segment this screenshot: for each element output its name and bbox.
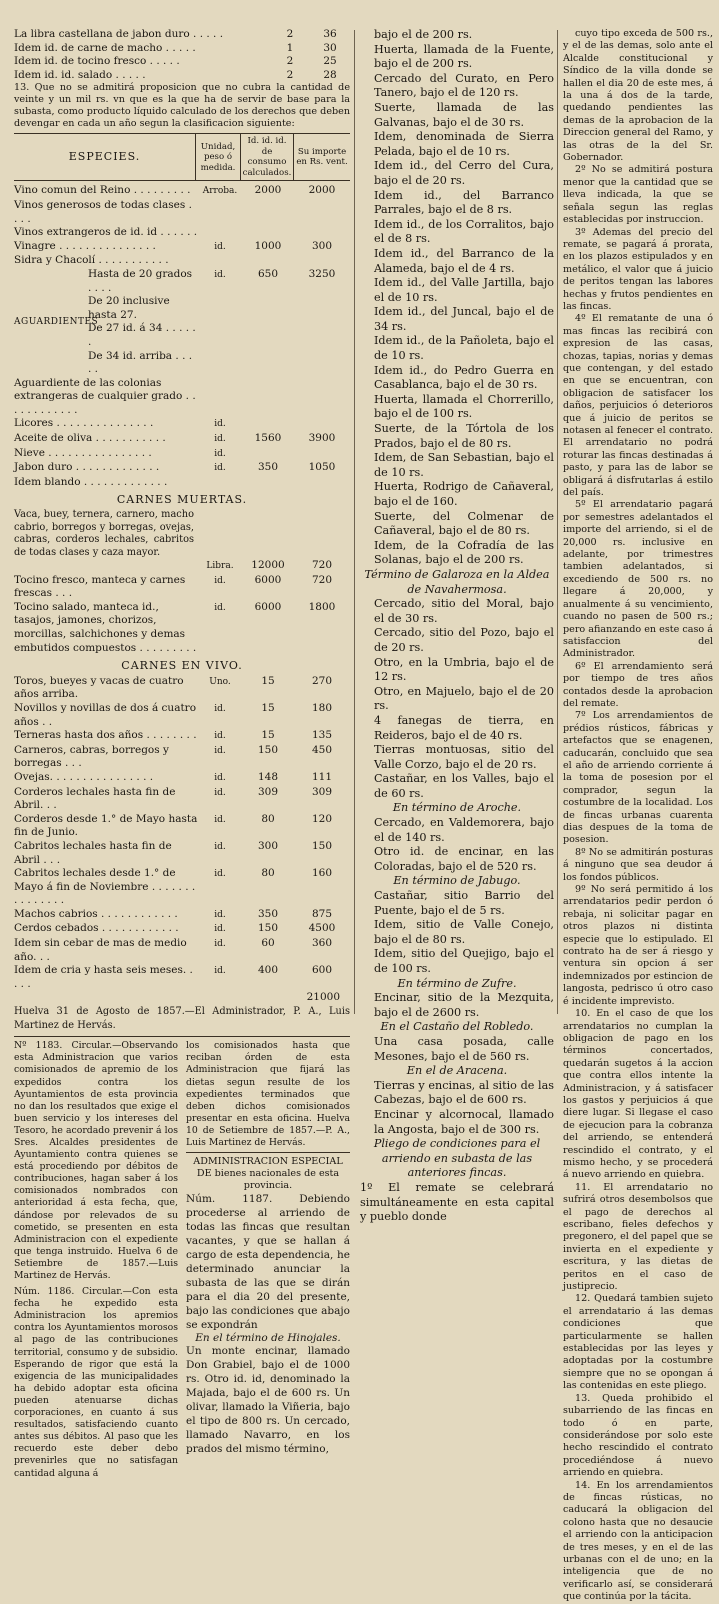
header-species: ESPECIES. (68, 150, 141, 164)
row-name: De 34 id. arriba . . . . . (88, 349, 193, 376)
row-name: Carneros, cabras, borregos y borregas . . . (14, 743, 169, 770)
condition-paragraph: 4º El rematante de una ó mas fincas las recibirá con expresion de las casas, chozas, tapias, norias y demas que contengan, y del estado en que se encuentran, con obligacion de satisfacer los daños, perjuicios ó deterioros que á juicio de peritos se notasen al fenecer el contrato. El arrendatario no podrá roturar las fincas destinadas á pasto, y para las de labor se obligará á disfrutarlas á estilo del país. (563, 313, 713, 499)
table-row (14, 786, 350, 813)
row-unit: id. (214, 939, 226, 950)
table-row (14, 476, 350, 490)
table-row (14, 813, 350, 840)
row-importe: 2000 (308, 184, 336, 197)
list-item: Encinar, sitio de la Mezquita, bajo el de 2600 rs. (374, 991, 554, 1019)
row-unit: id. (214, 448, 226, 459)
table-row (14, 432, 350, 447)
column-divider-1 (354, 30, 355, 1014)
row-consumo: 12000 (251, 559, 285, 572)
column-left (14, 28, 350, 1479)
row-name: Aguardiente de las colonias extrangeras de cualquier grado . . . . . . . . . . . . (14, 376, 196, 416)
condition-paragraph: 3º Ademas del precio del remate, se pagará á prorata, en los plazos estipulados y en metálico, el valor que á juicio de peritos tengan las labores hechas y frutos pendientes en las fincas. (563, 226, 713, 312)
row-unit: id. (214, 575, 226, 586)
pliego-title: Pliego de condiciones para el arriendo en subasta de las anteriores fincas. (373, 1137, 541, 1180)
row-unit: id. (214, 419, 226, 430)
row-consumo: 1560 (254, 432, 282, 445)
row-name: De 20 inclusive hasta 27. (88, 295, 170, 321)
condition-paragraph: 8º No se admitirán posturas á ninguno que sea deudor á los fondos públicos. (563, 846, 713, 883)
carnes-muertas-text: Vaca, buey, ternera, carnero, macho cabrio, borregos y borregas, ovejas, cabras, corderos lechales, cabritos de todas clases y caza mayor. (14, 509, 194, 558)
row-unit: id. (214, 269, 226, 280)
list-item: Idem, de la Cofradía de las Solanas, bajo el de 200 rs. (374, 538, 554, 567)
total-sum: 21000 (306, 991, 340, 1004)
table-row (14, 729, 350, 744)
price-line-value-2: 36 (323, 28, 337, 40)
table-row (14, 240, 350, 255)
price-line (14, 28, 350, 42)
row-name: Cabritos lechales hasta fin de Abril . . . (14, 839, 172, 866)
table-row (14, 559, 350, 574)
list-item: Huerta, llamada el Chorrerillo, bajo el de 100 rs. (374, 392, 554, 421)
row-unit: id. (214, 814, 226, 825)
row-unit: id. (214, 772, 226, 783)
list-item: Cercado, sitio del Pozo, bajo el de 20 rs. (374, 626, 554, 654)
list-item: Idem id., del Juncal, bajo el de 34 rs. (374, 305, 554, 333)
row-importe: 600 (311, 964, 333, 977)
row-consumo: 148 (257, 770, 279, 783)
row-name: Hasta de 20 grados . . . . (88, 267, 193, 294)
list-item: Idem, de San Sebastian, bajo el de 10 rs. (374, 451, 554, 479)
list-item: Suerte, llamada de las Galvanas, bajo el de 30 rs. (374, 100, 554, 129)
list-item: Idem id., del Valle Jartilla, bajo el de 10 rs. (374, 276, 554, 304)
aracena-title: En el de Aracena. (406, 1064, 508, 1078)
list-item: Otro, en la Umbria, bajo el de 12 rs. (374, 655, 554, 684)
row-consumo: 150 (257, 922, 279, 935)
table-row (14, 771, 350, 786)
list-item: Cercado, sitio del Moral, bajo el de 30 rs. (374, 597, 554, 625)
list-item: Idem id., del Barranco Parrales, bajo el de 8 rs. (374, 188, 554, 217)
circular-note: los comisionados hasta que reciban órden de esta Administracion que fijará las dietas segun resulte de los expedientes terminados que deben dichos comisionados presentar en esta oficina. Huelva 10 de Setiembre de 1857.—P. A., Luis Martinez de Hervás. (186, 1040, 350, 1148)
row-importe: 160 (311, 867, 333, 880)
circulars-left (14, 1040, 178, 1479)
aracena-list (360, 1079, 554, 1137)
row-consumo: 309 (257, 785, 279, 798)
row-consumo: 400 (257, 964, 279, 977)
list-item: 4 fanegas de tierra, en Reideros, bajo el de 40 rs. (374, 713, 554, 742)
table-row (14, 254, 350, 268)
zufre-title: En término de Zufre. (397, 976, 517, 990)
table-row (88, 350, 350, 377)
row-unit: id. (214, 703, 226, 714)
row-unit: Libra. (206, 561, 234, 572)
galaroza-list (360, 597, 554, 801)
list-item: Castañar, en los Valles, bajo el de 60 rs. (374, 772, 554, 800)
list-item: Huerta, Rodrigo de Cañaveral, bajo el de 160. (374, 480, 554, 508)
row-name: Idem blando . . . . . . . . . . . . . (14, 475, 168, 488)
carnes-muertas-rows (14, 559, 350, 655)
table-row (88, 322, 350, 349)
table-row (14, 226, 350, 240)
conditions-list (563, 28, 713, 1604)
pliego-condition-1: 1º El remate se celebrará simultáneamente en esta capital y pueblo donde (360, 1180, 554, 1224)
row-unit: id. (214, 731, 226, 742)
table-row (14, 675, 350, 702)
row-consumo: 6000 (254, 573, 282, 586)
row-consumo: 15 (261, 729, 275, 742)
list-item: Una casa posada, calle Mesones, bajo el de 560 rs. (374, 1034, 554, 1063)
table-row (14, 840, 350, 867)
row-consumo: 2000 (254, 184, 282, 197)
row-importe: 3900 (308, 432, 336, 445)
price-line-label: La libra castellana de jabon duro . . . . . (14, 28, 224, 40)
column-divider-2 (557, 30, 558, 1014)
row-name: De 27 id. á 34 . . . . . . (88, 322, 196, 348)
row-importe: 135 (311, 729, 333, 742)
column-right (563, 28, 713, 1603)
admin-1187: Núm. 1187. Debiendo procederse al arriendo de todas las fincas que resultan vacantes, y que se hallan á cargo de esta dependencia, he determinado anunciar la subasta de las que se dirán para el dia 20 del presente, bajo las condiciones que abajo se expondrán (186, 1193, 350, 1332)
table-row (14, 199, 350, 226)
list-item: Cercado, en Valdemorera, bajo el de 140 rs. (374, 816, 554, 844)
row-importe: 309 (311, 785, 333, 798)
condition-paragraph: 9º No será permitido á los arrendatarios pedir perdon ó rebaja, ni solicitar pagar en otros plazos ni distinta especie que lo estipulado. El contrato ha de ser á riesgo y ventura sin opcion á ser indemnizados por estincion de langosta, pedrisco ú otro caso é incidente imprevisto. (563, 884, 713, 1007)
row-name: Corderos desde 1.° de Mayo hasta fin de Junio. (14, 812, 198, 839)
row-importe: 1050 (308, 461, 336, 474)
table-row (14, 417, 350, 432)
row-name: Licores . . . . . . . . . . . . . . . (14, 417, 154, 430)
price-line-label: Idem id. id. salado . . . . . (14, 68, 146, 81)
row-name: Vinagre . . . . . . . . . . . . . . . (14, 239, 156, 252)
circular-1186: Núm. 1186. Circular.—Con esta fecha he expedido esta Administracion los apremios contra los Ayuntamientos morosos al pago de las contribuciones territorial, consumo y de subsidio. Esperando de rigor que está la exigencia de las municipalidades ha debido adoptar esta oficina pueden atenuarse dichas corporaciones, en cuanto á sus resultados, satisfaciendo cuanto antes sus débitos. Al paso que les recuerdo este deber debo prevenirles que no satisfagan cantidad alguna á (14, 1286, 178, 1479)
list-item: Otro, en Majuelo, bajo el de 20 rs. (374, 684, 554, 713)
table-row (14, 867, 350, 908)
row-consumo: 15 (261, 674, 275, 687)
row-unit: id. (214, 924, 226, 935)
condition-paragraph: 11. El arrendatario no sufrirá otros desembolsos que el pago de derechos al escribano, fieles defechos y pregonero, el del papel que se invierta en el expediente y escritura, y las dietas de peritos en el caso de justiprecio. (563, 1181, 713, 1293)
list-item: Encinar y alcornocal, llamado la Angosta, bajo el de 300 rs. (374, 1107, 554, 1136)
condition-paragraph: cuyo tipo exceda de 500 rs., y el de las demas, solo ante el Alcalde constitucional y Síndico de la villa donde se hallen el dia 20 de este mes, á la una á dos de la tarde, quedando pendientes las demas de la aprobacion de la Direccion general del Ramo, y las otras de la del Sr. Gobernador. (563, 28, 713, 164)
table-row (14, 908, 350, 923)
row-name: Novillos y novillas de dos á cuatro años . . (14, 701, 197, 728)
row-name: Terneras hasta dos años . . . . . . . . (14, 729, 197, 742)
aroche-list (360, 816, 554, 874)
table-row (14, 447, 350, 462)
list-item: Otro id. de encinar, en las Coloradas, bajo el de 520 rs. (374, 845, 554, 873)
condition-paragraph: 7º Los arrendamientos de prédios rústicos, fábricas y artefactos que se enagenen, caducarán, concluido que sea el año de arriendo corriente á la toma de posesion por el comprador, segun la costumbre de la localidad. Los de fincas urbanas cuarenta dias despues de la toma de posesion. (563, 710, 713, 846)
row-name: Idem sin cebar de mas de medio año. . . (14, 937, 187, 963)
aroche-title: En término de Aroche. (392, 801, 522, 815)
table-row (14, 184, 350, 199)
jabugo-list (360, 889, 554, 977)
row-name: Machos cabrios . . . . . . . . . . . . (14, 907, 178, 920)
divider (186, 1152, 350, 1153)
row-unit: id. (214, 787, 226, 798)
list-item: Tierras y encinas, al sitio de las Cabezas, bajo el de 600 rs. (374, 1078, 554, 1107)
list-item: Idem, sitio de Valle Conejo, bajo el de 80 rs. (374, 918, 554, 946)
aguardientes-label: AGUARDIENTES (14, 316, 99, 327)
list-item: Cercado del Curato, en Pero Tanero, bajo el de 120 rs. (374, 71, 554, 100)
condition-paragraph: 6º El arrendamiento será por tiempo de tres años contados desde la aprobacion del remate. (563, 660, 713, 709)
aguardientes-group (14, 268, 350, 377)
condition-paragraph: 5º El arrendatario pagará por semestres adelantados el importe del arriendo, si el de 20,000 rs. inclusive en adelante, por trimestres tambien adelantados, si excediendo de 500 rs. no llegare á 20,000, y anualmente á su vencimiento, cuando no pasen de 500 rs.; pero afianzando en este caso á satisfaccion del Administrador. (563, 499, 713, 660)
carnes-muertas-title: CARNES MUERTAS. (116, 493, 248, 507)
price-line (14, 42, 350, 56)
row-consumo: 150 (257, 743, 279, 756)
row-importe: 450 (311, 743, 333, 756)
list-item: Idem id., del Barranco de la Alameda, bajo el de 4 rs. (374, 246, 554, 275)
condition-13: 13. Que no se admitirá proposicion que no cubra la cantidad de veinte y un mil rs. vn que es la que ha de servir de base para la subasta, como producto líquido calculado de los derechos que deben devengar en cada un año segun la clasificacion siguiente: (14, 82, 350, 130)
circulars-block (14, 1036, 350, 1479)
price-line-value-1: 2 (286, 28, 294, 40)
row-name: Sidra y Chacolí . . . . . . . . . . . (14, 254, 169, 267)
table-row (14, 744, 350, 771)
aguardientes-rows (88, 268, 350, 377)
condition-paragraph: 2º No se admitirá postura menor que la cantidad que se lleva indicada, la que se señala segun las reglas establecidas por instruccion. (563, 164, 713, 226)
condition-paragraph: 13. Queda prohibido el subarriendo de las fincas en todo ó en parte, considerándose por solo este hecho rescindido el contrato procediéndose á nuevo arriendo en quiebra. (563, 1392, 713, 1479)
row-unit: id. (214, 745, 226, 756)
header-unit: Unidad, peso ó medida. (195, 134, 240, 180)
list-item: Idem id., del Cerro del Cura, bajo el de 20 rs. (374, 159, 554, 187)
carnes-vivo-title: CARNES EN VIVO. (121, 659, 243, 673)
row-importe: 180 (311, 701, 333, 714)
price-list (14, 28, 350, 82)
list-item: Idem id., do Pedro Guerra en Casablanca, bajo el de 30 rs. (374, 363, 554, 392)
row-unit: id. (214, 869, 226, 880)
row-name: Tocino fresco, manteca y carnes frescas . . . (14, 573, 186, 600)
price-line-value-2: 28 (323, 68, 337, 81)
list-item: Idem id., de la Pañoleta, bajo el de 10 rs. (374, 334, 554, 363)
table-row (88, 295, 350, 322)
row-name: Corderos lechales hasta fin de Abril. . . (14, 785, 176, 812)
table-row (14, 601, 350, 655)
row-unit: id. (214, 841, 226, 852)
list-item: Tierras montuosas, sitio del Valle Corzo, bajo el de 20 rs. (374, 743, 554, 771)
row-consumo: 350 (257, 907, 279, 920)
fincas-list (360, 28, 554, 568)
row-consumo: 15 (261, 701, 275, 714)
castano-list (360, 1035, 554, 1064)
table-header (14, 133, 350, 181)
price-line-label: Idem id. de tocino fresco . . . . . (14, 55, 180, 68)
price-line-value-1: 2 (286, 55, 294, 68)
row-unit: id. (214, 966, 226, 977)
row-name: Vino comun del Reino . . . . . . . . . (14, 184, 191, 197)
price-line-value-1: 2 (286, 68, 294, 81)
price-line-value-1: 1 (286, 41, 294, 54)
row-consumo: 60 (261, 937, 275, 950)
row-consumo: 80 (261, 867, 275, 880)
table-row (14, 922, 350, 937)
jabugo-title: En término de Jabugo. (393, 874, 521, 888)
galaroza-title: Término de Galaroza en la Aldea de Navahermosa. (364, 567, 550, 596)
row-importe: 300 (311, 239, 333, 252)
row-name: Ovejas. . . . . . . . . . . . . . . . (14, 770, 154, 783)
row-importe: 120 (311, 812, 333, 825)
column-middle (360, 28, 554, 1224)
circulars-right (186, 1040, 350, 1479)
table-row (14, 937, 350, 964)
list-item: Idem, denominada de Sierra Pelada, bajo el de 10 rs. (374, 130, 554, 158)
row-unit: Arroba. (202, 186, 238, 197)
list-item: Idem, sitio del Quejigo, bajo el de 100 rs. (374, 947, 554, 975)
price-line-value-2: 30 (323, 41, 337, 54)
row-name: Tocino salado, manteca id., tasajos, jamones, chorizos, morcillas, salchichones y demas embutidos compuestos . . . . . . . . . (14, 600, 197, 654)
table-row (88, 268, 350, 295)
row-name: Vinos generosos de todas clases . . . . (14, 198, 192, 225)
row-importe: 720 (311, 559, 333, 572)
table-row (14, 461, 350, 476)
row-importe: 270 (311, 674, 333, 687)
row-consumo: 650 (257, 267, 279, 280)
especies-table-2 (14, 377, 350, 490)
row-name: Vinos extrangeros de id. id . . . . . . (14, 226, 198, 239)
price-line-value-2: 25 (323, 55, 337, 68)
hinojales-title: En el término de Hinojales. (195, 1332, 341, 1345)
row-name: Aceite de oliva . . . . . . . . . . . (14, 432, 166, 445)
hinojales-text: Un monte encinar, llamado Don Grabiel, bajo el de 1000 rs. Otro id. id, denominado la Majada, bajo el de 600 rs. Un olivar, llamado la Viñeria, bajo el tipo de 800 rs. Un cercado, llamado Navarro, en los prados del mismo término, (186, 1345, 350, 1456)
row-unit: id. (214, 463, 226, 474)
row-consumo: 1000 (254, 239, 282, 252)
row-unit: id. (214, 909, 226, 920)
list-item: bajo el de 200 rs. (374, 28, 473, 41)
castano-title: En el Castaño del Robledo. (380, 1020, 534, 1034)
row-name: Cabritos lechales desde 1.° de Mayo á fin de Noviembre . . . . . . . . . . . . . . . (14, 867, 196, 907)
row-importe: 111 (311, 770, 333, 783)
condition-paragraph: 10. En el caso de que los arrendatarios no cumplan la obligacion de pago en los términos concertados, quedarán sugetos á la accion que contra ellos intente la Administracion, y á satisfacer los gastos y perjuicios á que diere lugar. Si llegase el caso de ejecucion para la cobranza del arriendo, se entenderá rescindido el contrato, y el mismo hecho, y se procederá á nuevo arriendo en quiebra. (563, 1008, 713, 1181)
row-consumo: 350 (257, 461, 279, 474)
table-row (14, 574, 350, 601)
row-consumo: 300 (257, 839, 279, 852)
row-consumo: 80 (261, 812, 275, 825)
especies-table (14, 184, 350, 268)
circular-1183: Nº 1183. Circular.—Observando esta Administracion que varios comisionados de apremio de los expedidos contra los Ayuntamientos de esta provincia no dan los resultados que exige el buen servicio y los intereses del Tesoro, he acordado prevenir á los Sres. Alcaldes presidentes de Ayuntamiento contra quienes se está procediendo por débitos de contribuciones, hagan saber á los comisionados nombrados con anterioridad á esta fecha, que, dándose por relevados de su cometido, se presenten en esta Administracion con el expediente que tenga instruido. Huelva 6 de Setiembre de 1857.—Luis Martinez de Hervás. (14, 1040, 178, 1281)
price-line (14, 55, 350, 69)
list-item: Castañar, sitio Barrio del Puente, bajo el de 5 rs. (374, 889, 554, 917)
header-consumo: Id. id. id. de consumo calculados. (240, 134, 293, 180)
row-importe: 150 (311, 839, 333, 852)
price-line (14, 69, 350, 83)
row-name: Toros, bueyes y vacas de cuatro años arriba. (14, 674, 184, 701)
row-unit: Uno. (209, 676, 231, 687)
signature-1: Huelva 31 de Agosto de 1857.—El Administrador, P. A., Luis Martinez de Hervás. (14, 1006, 350, 1031)
table-row (14, 964, 350, 991)
row-importe: 360 (311, 937, 333, 950)
row-importe: 1800 (308, 600, 336, 613)
row-name: Nieve . . . . . . . . . . . . . . . . (14, 446, 152, 459)
condition-paragraph: 14. En los arrendamientos de fincas rústicas, no caducará la obligacion del colono hasta que no desaucie el arriendo con la anticipacion de tres meses, y en el de las urbanas con el de uno; en la inteligencia que de no verificarlo así, se considerará que continúa por la tácita. (563, 1479, 713, 1603)
header-importe: Su importe en Rs. vent. (293, 134, 350, 180)
condition-paragraph: 12. Quedará tambien sujeto el arrendatario á las demas condiciones que particularmente se hallen establecidas por las leyes y adoptadas por la costumbre siempre que no se opongan á las contenidas en este pliego. (563, 1293, 713, 1392)
row-importe: 875 (311, 907, 333, 920)
row-unit: id. (214, 241, 226, 252)
list-item: Huerta, llamada de la Fuente, bajo el de 200 rs. (374, 42, 554, 71)
list-item: Suerte, del Colmenar de Cañaveral, bajo el de 80 rs. (374, 509, 554, 538)
row-consumo: 6000 (254, 600, 282, 613)
list-item: Suerte, de la Tórtola de los Prados, bajo el de 80 rs. (374, 422, 554, 450)
table-row (14, 702, 350, 729)
row-name: Jabon duro . . . . . . . . . . . . . (14, 461, 160, 474)
row-unit: id. (214, 434, 226, 445)
price-line-label: Idem id. de carne de macho . . . . . (14, 41, 196, 54)
row-importe: 720 (311, 573, 333, 586)
list-item: Idem id., de los Corralitos, bajo el de 8 rs. (374, 217, 554, 246)
row-name: Idem de cria y hasta seis meses. . . . . (14, 964, 193, 990)
row-unit: id. (214, 602, 226, 613)
admin-title: ADMINISTRACION ESPECIAL DE bienes nacionales de esta provincia. (193, 1156, 343, 1192)
table-row (14, 377, 350, 418)
row-importe: 4500 (308, 922, 336, 935)
row-importe: 3250 (308, 267, 336, 280)
zufre-list (360, 991, 554, 1020)
carnes-vivo-rows (14, 675, 350, 992)
row-name: Cerdos cebados . . . . . . . . . . . . (14, 922, 179, 935)
